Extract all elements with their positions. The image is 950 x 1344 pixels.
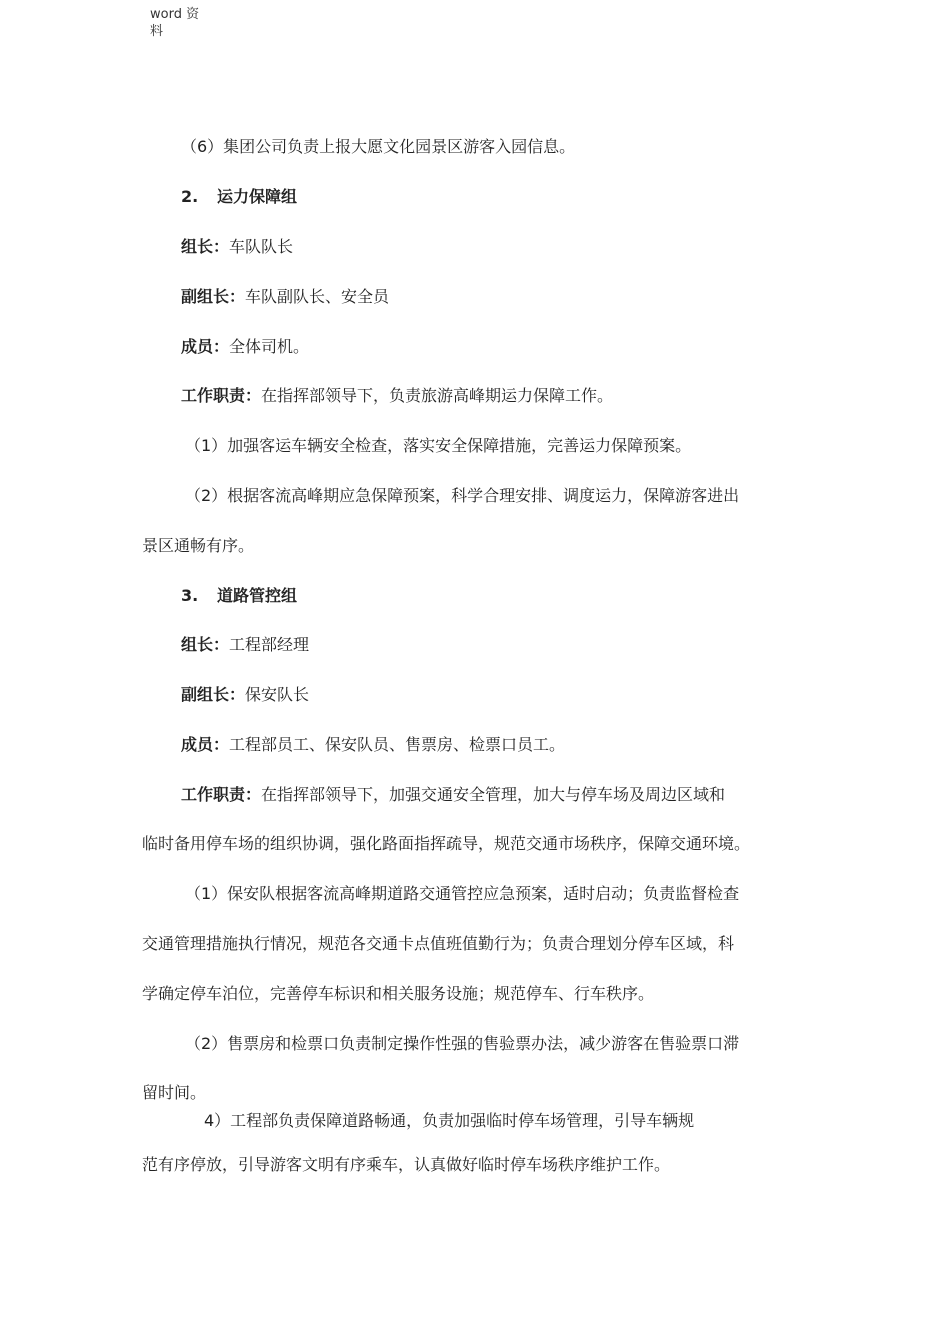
group2-deputy <box>181 287 389 307</box>
group2-leader <box>181 237 293 257</box>
group2-item-2-line-1: （2）根据客流高峰期应急保障预案，科学合理安排、调度运力，保障游客进出 <box>185 486 740 505</box>
group3-item-2-line-1: （2）售票房和检票口负责制定操作性强的售验票办法，减少游客在售验票口滞 <box>185 1034 740 1053</box>
page-header <box>150 6 199 40</box>
value: 全体司机。 <box>229 337 310 356</box>
section-number: 2. <box>181 187 199 206</box>
group3-item-1-line-1: （1）保安队根据客流高峰期道路交通管控应急预案，适时启动；负责监督检查 <box>185 884 740 903</box>
group3-members <box>181 735 565 755</box>
value: 工程部员工、保安队员、售票房、检票口员工。 <box>229 735 566 754</box>
section-heading-3 <box>181 586 297 606</box>
group2-item-2-line-2: 景区通畅有序。 <box>142 536 255 555</box>
label: 工作职责： <box>181 785 262 804</box>
group3-deputy <box>181 685 309 705</box>
group3-item-2-line-2: 留时间。 <box>142 1083 207 1102</box>
value: 保安队长 <box>245 685 310 704</box>
group2-duty <box>181 386 613 406</box>
label: 组长： <box>181 635 230 654</box>
group3-item-1-line-2: 交通管理措施执行情况，规范各交通卡点值班值勤行为；负责合理划分停车区域，科 <box>142 934 735 953</box>
label: 成员： <box>181 735 230 754</box>
group3-item-4-line-2: 范有序停放，引导游客文明有序乘车，认真做好临时停车场秩序维护工作。 <box>142 1155 671 1174</box>
section-number: 3. <box>181 586 199 605</box>
group2-item-1: （1）加强客运车辆安全检查，落实安全保障措施，完善运力保障预案。 <box>185 436 692 455</box>
value: 车队队长 <box>229 237 294 256</box>
group2-members <box>181 337 309 357</box>
value: 工程部经理 <box>229 635 310 654</box>
label: 组长： <box>181 237 230 256</box>
paragraph-item-6: （6）集团公司负责上报大愿文化园景区游客入园信息。 <box>181 137 576 156</box>
label: 副组长： <box>181 685 246 704</box>
section-title: 道路管控组 <box>217 586 298 605</box>
group3-item-1-line-3: 学确定停车泊位，完善停车标识和相关服务设施；规范停车、行车秩序。 <box>142 984 655 1003</box>
section-title: 运力保障组 <box>217 187 298 206</box>
group3-duty-line-2: 临时备用停车场的组织协调，强化路面指挥疏导，规范交通市场秩序，保障交通环境。 <box>142 834 751 853</box>
group3-leader <box>181 635 309 655</box>
value: 在指挥部领导下，加强交通安全管理，加大与停车场及周边区域和 <box>261 785 726 804</box>
section-heading-2 <box>181 187 297 207</box>
value: 在指挥部领导下，负责旅游高峰期运力保障工作。 <box>261 386 614 405</box>
group3-duty <box>181 785 725 805</box>
group3-item-4-line-1: 4）工程部负责保障道路畅通，负责加强临时停车场管理，引导车辆规 <box>204 1111 695 1130</box>
value: 车队副队长、安全员 <box>245 287 390 306</box>
header-line-2: 料 <box>150 24 164 39</box>
label: 工作职责： <box>181 386 262 405</box>
label: 成员： <box>181 337 230 356</box>
label: 副组长： <box>181 287 246 306</box>
header-line-1: word 资 <box>150 7 200 22</box>
